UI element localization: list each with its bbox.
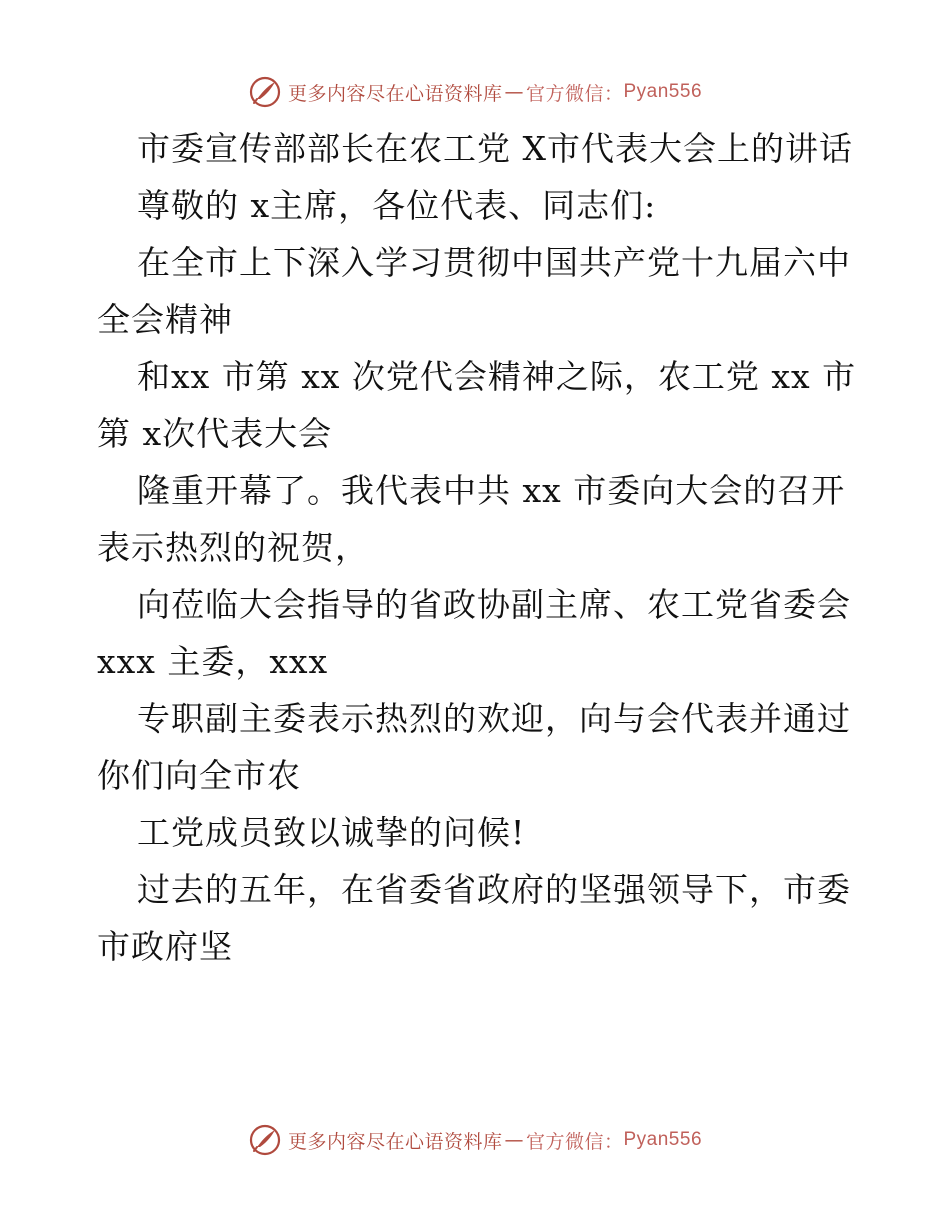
watermark-separator: — <box>504 81 524 103</box>
quill-pen-logo-icon <box>248 75 282 109</box>
watermark-wechat-id: Pyan556 <box>623 1129 703 1150</box>
body-paragraph: 向莅临大会指导的省政协副主席、农工党省委会 xxx 主委，xxx <box>97 585 851 681</box>
body-paragraph: 工党成员致以诚挚的问候! <box>137 813 526 852</box>
body-paragraph: 和xx 市第 xx 次党代会精神之际，农工党 xx 市第 x次代表大会 <box>97 357 857 453</box>
footer-watermark <box>0 1120 950 1160</box>
body-paragraph: 专职副主委表示热烈的欢迎，向与会代表并通过你们向全市农 <box>97 699 851 795</box>
watermark-wechat-label: 官方微信： <box>525 1130 624 1153</box>
watermark-brand-text: 更多内容尽在心语资料库 <box>287 1130 503 1153</box>
salutation: 尊敬的 x主席，各位代表、同志们: <box>137 186 657 225</box>
body-paragraph: 在全市上下深入学习贯彻中国共产党十九届六中全会精神 <box>97 243 851 339</box>
document-body <box>97 120 857 975</box>
header-watermark <box>0 72 950 112</box>
document-title: 市委宣传部部长在农工党 X市代表大会上的讲话 <box>137 129 853 168</box>
body-paragraph: 过去的五年，在省委省政府的坚强领导下，市委市政府坚 <box>97 870 851 966</box>
watermark-brand-text: 更多内容尽在心语资料库 <box>287 82 503 105</box>
watermark-separator: — <box>504 1129 524 1151</box>
watermark-wechat-label: 官方微信： <box>525 82 624 105</box>
quill-pen-logo-icon <box>248 1123 282 1157</box>
body-paragraph: 隆重开幕了。我代表中共 xx 市委向大会的召开表示热烈的祝贺， <box>97 471 846 567</box>
watermark-wechat-id: Pyan556 <box>623 81 703 102</box>
